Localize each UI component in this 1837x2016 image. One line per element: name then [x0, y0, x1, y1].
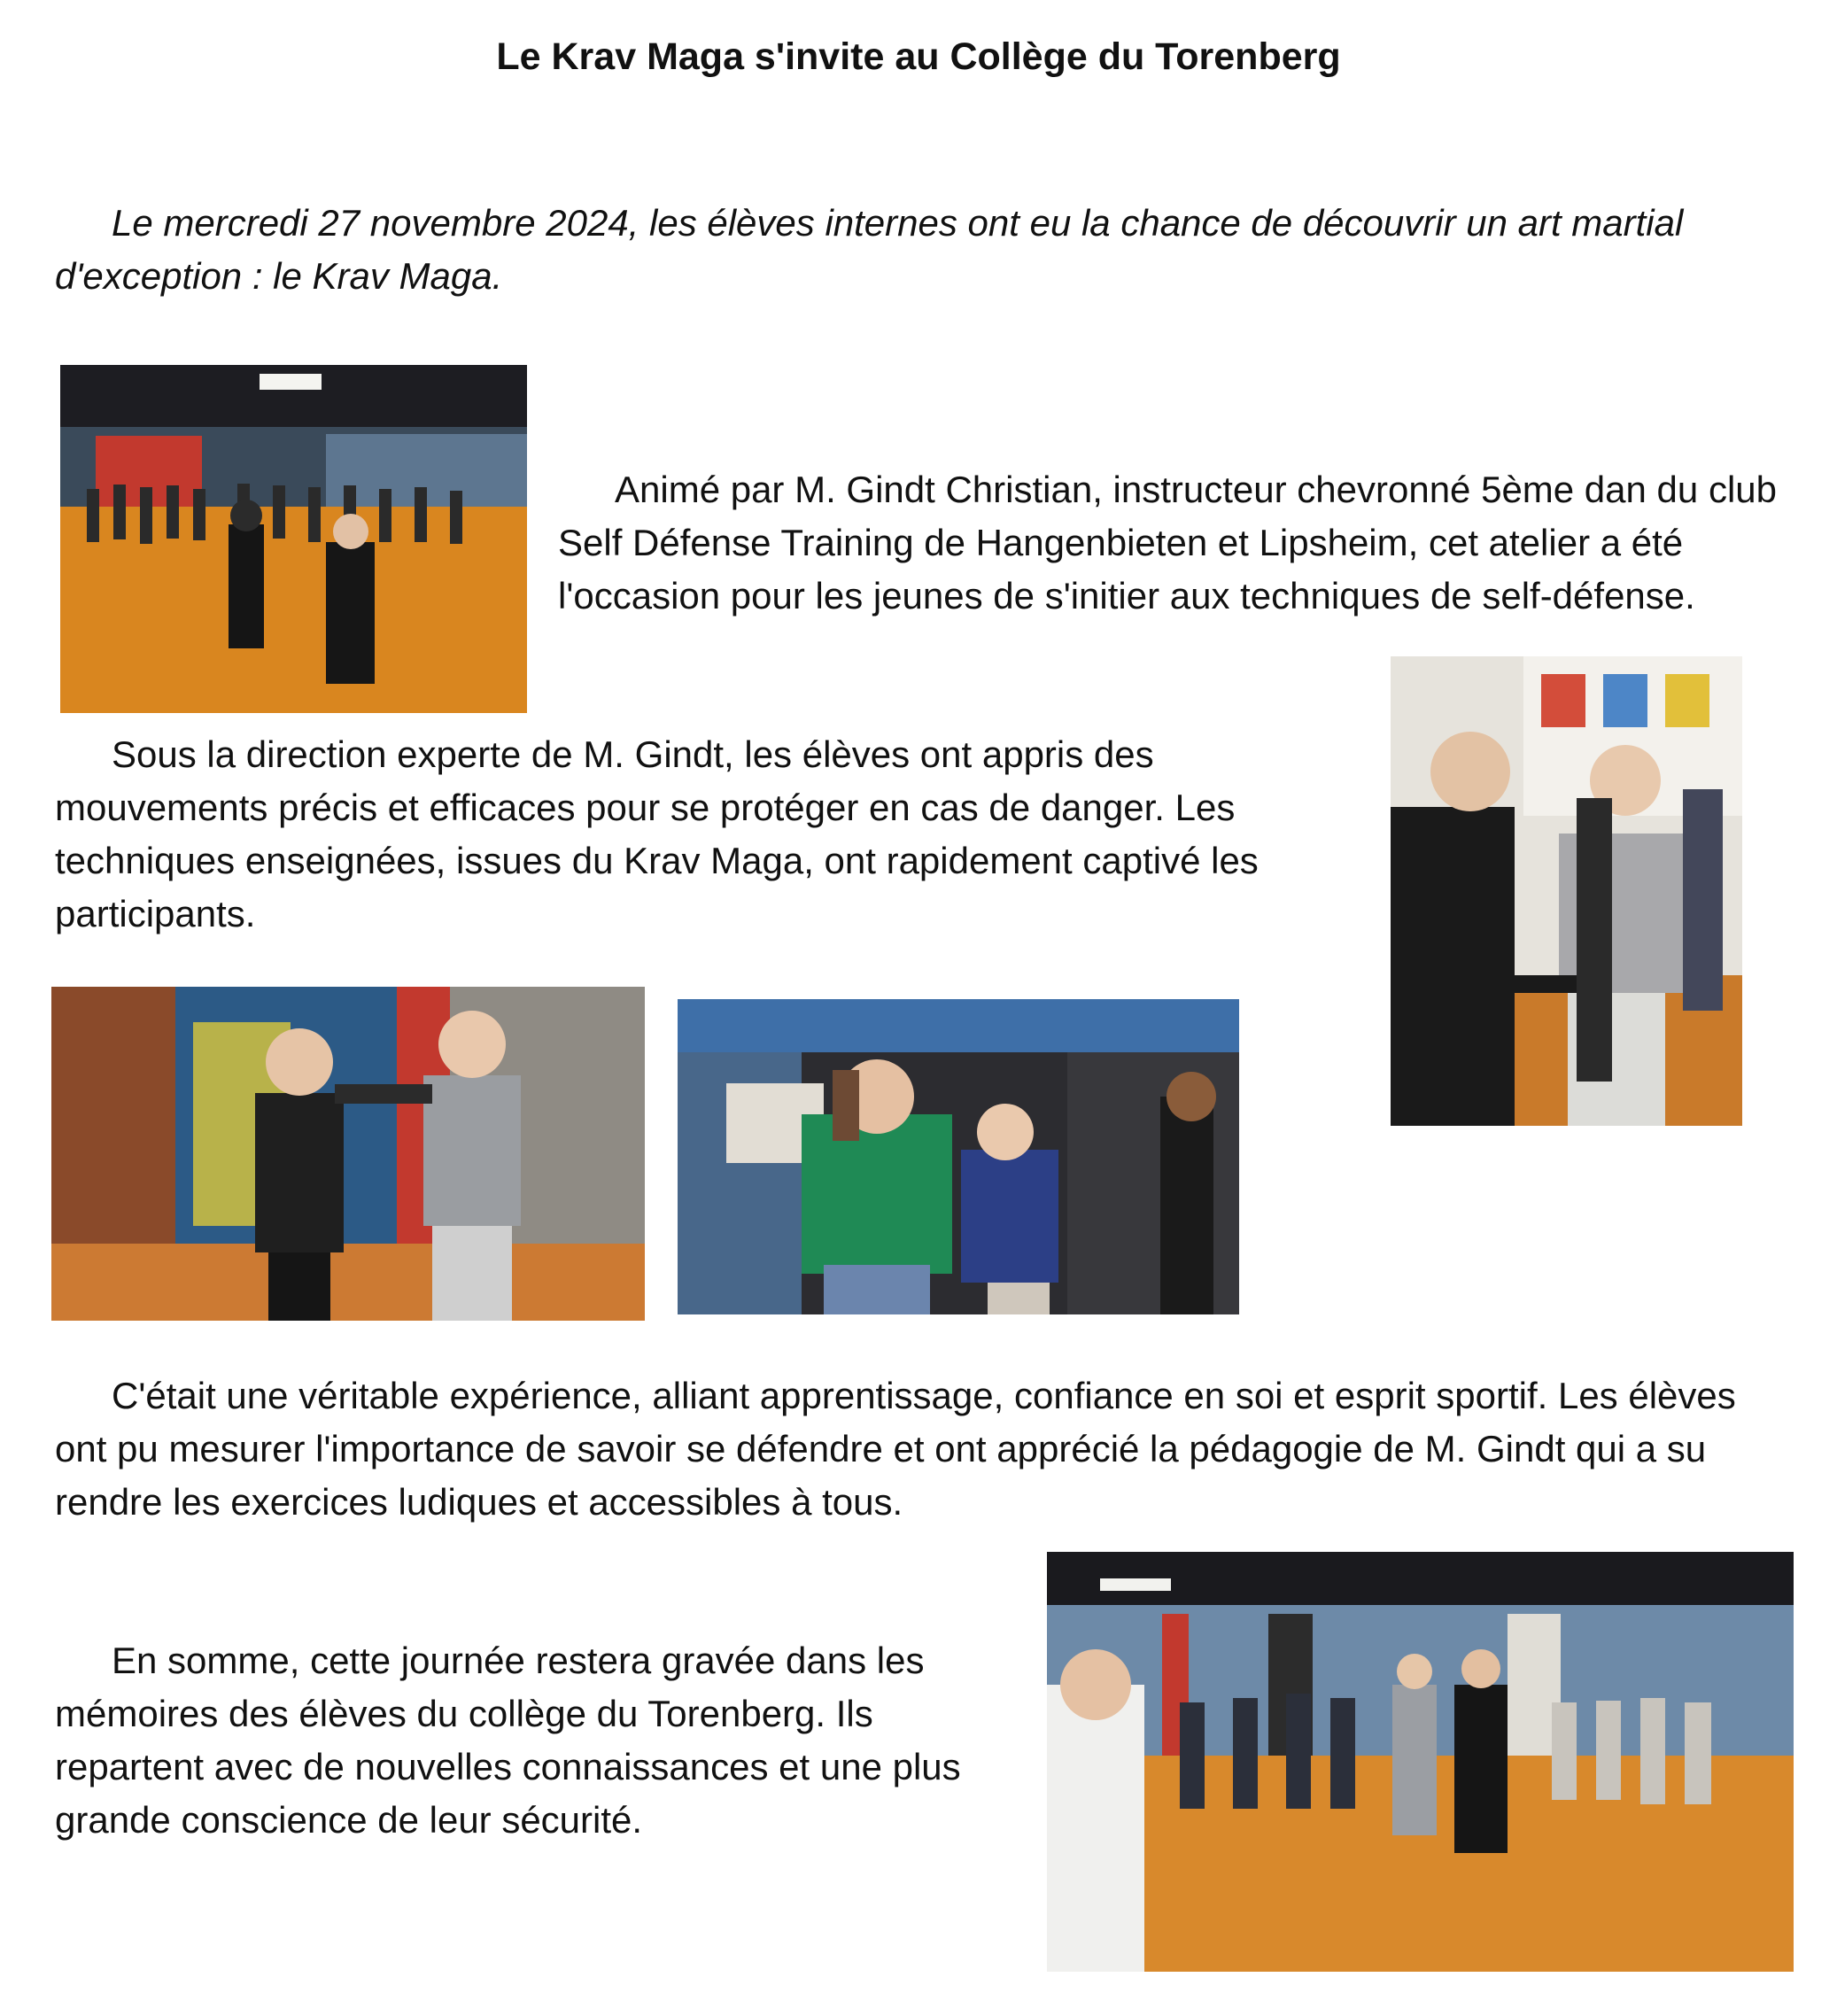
paragraph-techniques: Sous la direction experte de M. Gindt, les élèves ont appris des mouvements précis et efficaces pour se protéger en cas de danger. Les techniques enseignées, issues du Krav Maga, ont rapidement captivé les participants. [55, 733, 1259, 934]
article-title: Le Krav Maga s'invite au Collège du Torenberg [496, 35, 1341, 78]
photo-group-hall [1047, 1552, 1794, 1972]
paragraph-conclusion: En somme, cette journée restera gravée dans les mémoires des élèves du collège du Torenberg. Ils repartent avec de nouvelles connaissances et une plus grande conscience de leur sécurité. [55, 1640, 961, 1841]
photo-group-circle [60, 365, 527, 713]
paragraph-experience: C'était une véritable expérience, alliant apprentissage, confiance en soi et esprit sportif. Les élèves ont pu mesurer l'importance de savoir se défendre et ont apprécié la pédagogie de M. Gindt qui a su rendre les exercices ludiques et accessibles à tous. [55, 1375, 1736, 1523]
photo-pair-lockers [51, 987, 645, 1321]
photo-instructor-demo [1391, 656, 1742, 1126]
photo-pair-green [678, 999, 1239, 1314]
paragraph-instructor: Animé par M. Gindt Christian, instructeur chevronné 5ème dan du club Self Défense Training de Hangenbieten et Lipsheim, cet atelier a été l'occasion pour les jeunes de s'initier aux techniques de self-défense. [558, 469, 1777, 616]
intro-paragraph: Le mercredi 27 novembre 2024, les élèves internes ont eu la chance de découvrir un art martial d'exception : le Krav Maga. [55, 202, 1684, 297]
